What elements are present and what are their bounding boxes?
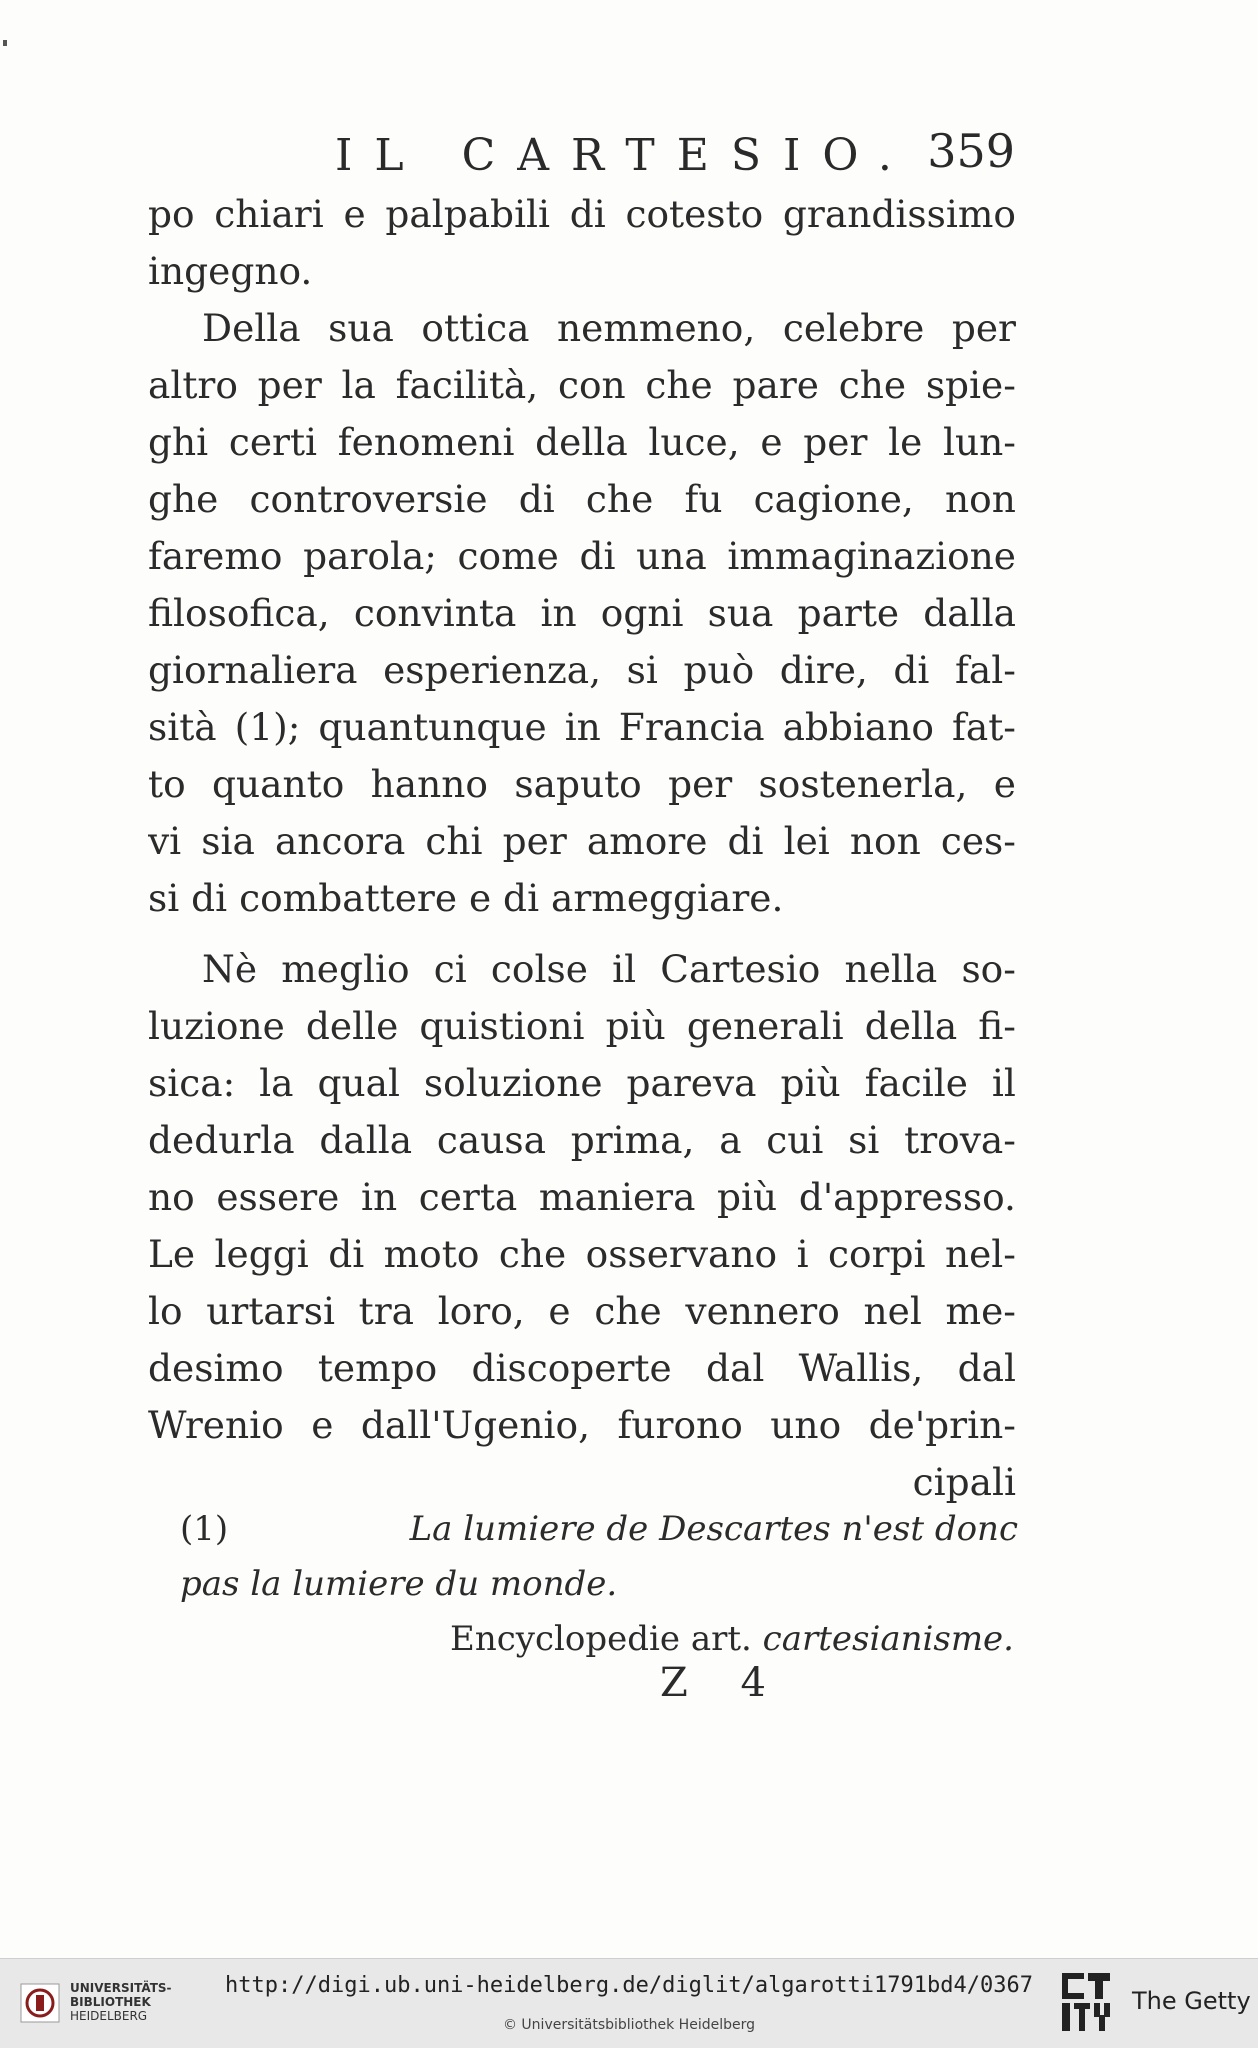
text-line: cipali [912,1460,1016,1504]
text-line: filosofica, convinta in ogni sua parte dalla [148,591,1016,635]
copyright-notice: © Universitätsbibliothek Heidelberg [502,2017,755,2033]
footnote-text-2: pas la lumiere du monde. [180,1564,618,1604]
text-line: desimo tempo discoperte dal Wallis, dal [148,1346,1016,1390]
getty-name: The Getty [1132,1987,1251,2015]
scan-mark [3,40,7,46]
text-line: vi sia ancora chi per amore di lei non ces- [148,819,1016,863]
text-line: Nè meglio ci colse il Cartesio nella so- [202,947,1016,991]
text-line: altro per la facilità, con che pare che spie- [148,363,1016,407]
footnote-line-1 [180,1502,1018,1557]
text-line: sità (1); quantunque in Francia abbiano fat- [148,705,1016,749]
signature-mark: Z 4 [660,1660,786,1706]
library-name-line-1: UNIVERSITÄTS- [70,1981,172,1995]
body-text [148,186,1016,1511]
text-line: ghi certi fenomeni della luce, e per le lun- [148,420,1016,464]
footnote-line-2 [180,1557,1018,1612]
text-line: faremo parola; come di una immaginazione [148,534,1016,578]
text-line: Della sua ottica nemmeno, celebre per [202,306,1016,350]
permalink-url[interactable]: http://digi.ub.uni-heidelberg.de/diglit/algarotti1791bd4/0367 [225,1973,1033,1998]
running-title: IL CARTESIO. [335,130,914,181]
page-header [335,118,1015,188]
text-line: luzione delle quistioni più generali della fi- [148,1004,1016,1048]
text-line: po chiari e palpabili di cotesto grandissimo [148,192,1016,236]
footnote-marker: (1) [180,1509,229,1549]
text-line: to quanto hanno saputo per sostenerla, e [148,762,1016,806]
text-line: sica: la qual soluzione pareva più facile il [148,1061,1016,1105]
text-line: dedurla dalla causa prima, a cui si trova- [148,1118,1016,1162]
text-line: ingegno. [148,249,313,293]
footnote-text-1: La lumiere de Descartes n'est donc [409,1509,1018,1549]
page-number: 359 [927,124,1015,178]
footnote [180,1502,1018,1667]
text-line: lo urtarsi tra loro, e che vennero nel me- [148,1289,1016,1333]
text-line: ghe controversie di che fu cagione, non [148,477,1016,521]
getty-logo-icon [1058,1969,1114,2035]
text-line: giornaliera esperienza, si può dire, di fal- [148,648,1016,692]
footer-bar [0,1958,1258,2048]
footnote-source [180,1612,1018,1667]
library-name-line-2: BIBLIOTHEK [70,1995,151,2009]
library-name-line-3: HEIDELBERG [70,2009,148,2023]
text-line: Le leggi di moto che osservano i corpi nel- [148,1232,1016,1276]
text-line: no essere in certa maniera più d'appresso. [148,1175,1016,1219]
text-line: Wrenio e dall'Ugenio, furono uno de'prin- [148,1403,1016,1447]
footnote-source-italic: cartesianisme. [762,1619,1014,1659]
footnote-source-prefix: Encyclopedie art. [450,1619,752,1659]
text-line: si di combattere e di armeggiare. [148,876,784,920]
